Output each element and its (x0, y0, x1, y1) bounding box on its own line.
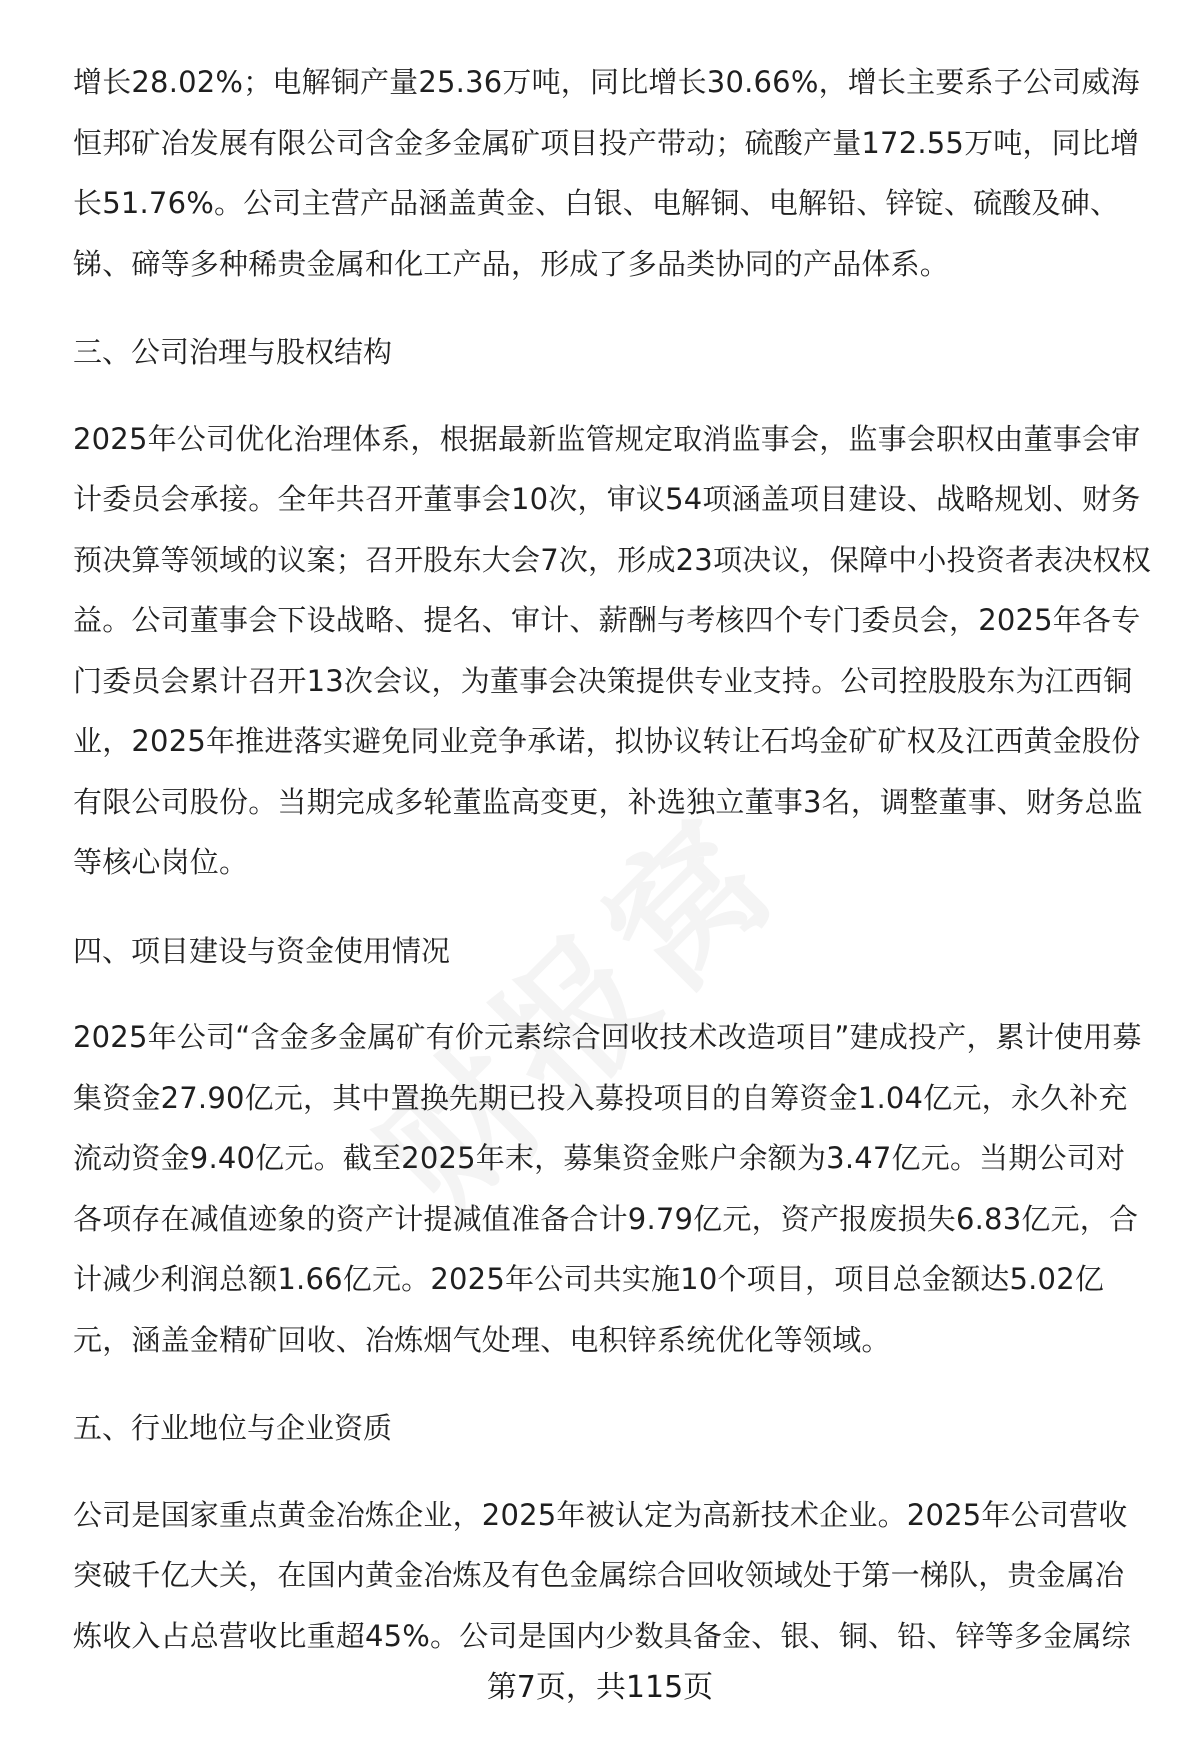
paragraph-projects: 2025年公司“含金多金属矿有价元素综合回收技术改造项目”建成投产，累计使用募集资金27.90亿元，其中置换先期已投入募投项目的自筹资金1.04亿元，永久补充流动资金9.40亿元。截至2025年末，募集资金账户余额为3.47亿元。当期公司对各项存在减值迹象的资产计提减值准备合计9.79亿元，资产报废损失6.83亿元，合计减少利润总额1.66亿元。2025年公司共实施10个项目，项目总金额达5.02亿元，涵盖金精矿回收、冶炼烟气处理、电积锌系统优化等领域。 (73, 1020, 1142, 1357)
document-body (73, 52, 1153, 1666)
section-heading-projects: 四、项目建设与资金使用情况 (73, 933, 451, 968)
page-number-footer: 第7页，共115页 (486, 1670, 714, 1705)
section-heading-governance: 三、公司治理与股权结构 (73, 335, 393, 369)
paragraph-production: 增长28.02%；电解铜产量25.36万吨，同比增长30.66%，增长主要系子公司威海恒邦矿冶发展有限公司含金多金属矿项目投产带动；硫酸产量172.55万吨，同比增长51.76%。公司主营产品涵盖黄金、白银、电解铜、电解铅、锌锭、硫酸及砷、锑、碲等多种稀贵金属和化工产品，形成了多品类协同的产品体系。 (73, 65, 1140, 281)
paragraph-industry: 公司是国家重点黄金冶炼企业，2025年被认定为高新技术企业。2025年公司营收突破千亿大关，在国内黄金冶炼及有色金属综合回收领域处于第一梯队，贵金属冶炼收入占总营收比重超45%。公司是国内少数具备金、银、铜、铅、锌等多金属综 (73, 1497, 1131, 1653)
section-heading-industry: 五、行业地位与企业资质 (73, 1411, 393, 1445)
paragraph-governance: 2025年公司优化治理体系，根据最新监管规定取消监事会，监事会职权由董事会审计委员会承接。全年共召开董事会10次，审议54项涵盖项目建设、战略规划、财务预决算等领域的议案；召开股东大会7次，形成23项决议，保障中小投资者表决权权益。公司董事会下设战略、提名、审计、薪酬与考核四个专门委员会，2025年各专门委员会累计召开13次会议，为董事会决策提供专业支持。公司控股股东为江西铜业，2025年推进落实避免同业竞争承诺，拟协议转让石坞金矿矿权及江西黄金股份有限公司股份。当期完成多轮董监高变更，补选独立董事3名，调整董事、财务总监等核心岗位。 (73, 421, 1151, 879)
